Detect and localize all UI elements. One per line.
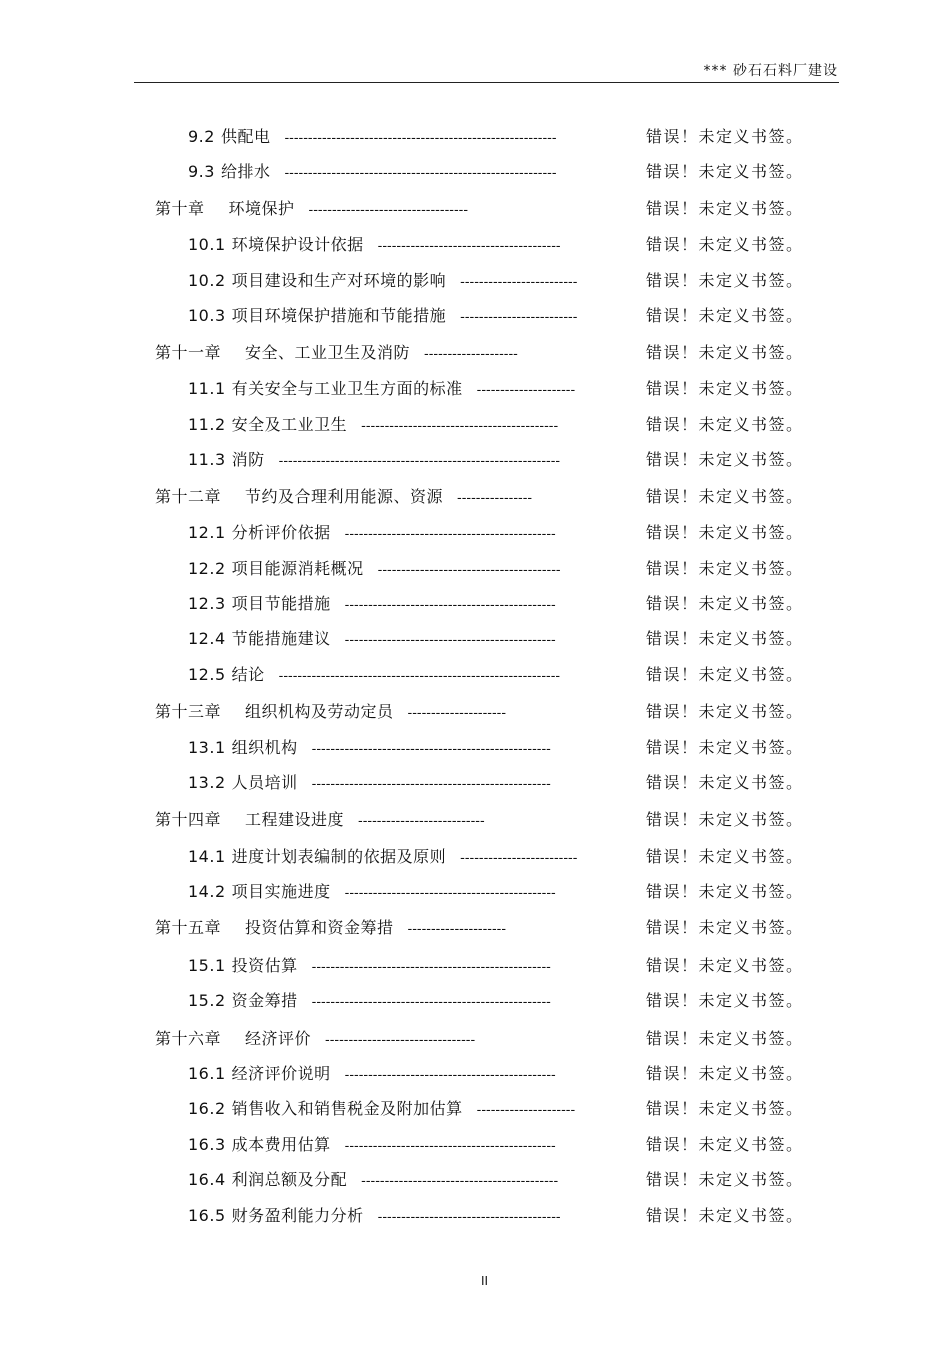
toc-page-reference: 错误！未定义书签。 [646,629,804,648]
toc-section-entry[interactable] [188,1133,950,1157]
toc-page-reference: 错误！未定义书签。 [646,1206,804,1225]
toc-page-reference: 错误！未定义书签。 [646,127,804,146]
toc-entry-number: 12.2 [188,559,226,578]
toc-chapter-entry[interactable] [155,700,950,724]
toc-page-reference: 错误！未定义书签。 [646,738,804,757]
toc-entry-number: 第十二章 [155,487,222,506]
toc-page-reference: 错误！未定义书签。 [646,991,804,1010]
toc-chapter-entry[interactable] [155,197,950,221]
toc-entry-number: 13.2 [188,773,226,792]
toc-leader-dots: --------------------------------------------------- [311,960,551,975]
toc-entry-number: 12.1 [188,523,226,542]
toc-entry-number: 15.1 [188,956,226,975]
toc-entry-number: 10.3 [188,306,226,325]
toc-chapter-entry[interactable] [155,341,950,365]
toc-chapter-entry[interactable] [155,1027,950,1051]
toc-entry-title: 项目环境保护措施和节能措施 [231,306,447,325]
toc-entry-number: 9.3 [188,162,215,181]
toc-section-entry[interactable] [188,1062,950,1086]
toc-entry-title: 投资估算和资金筹措 [245,918,394,937]
toc-leader-dots: ---------------------------------------------------------- [284,131,557,146]
toc-entry-title: 项目能源消耗概况 [231,559,364,578]
toc-entry-number: 第十四章 [155,810,222,829]
toc-section-entry[interactable] [188,771,950,795]
toc-entry-number: 15.2 [188,991,226,1010]
toc-leader-dots: --------------------- [476,1103,576,1118]
toc-leader-dots: -------------------- [424,347,518,362]
toc-section-entry[interactable] [188,413,950,437]
toc-entry-title: 财务盈利能力分析 [231,1206,364,1225]
toc-entry-title: 项目实施进度 [231,882,331,901]
toc-section-entry[interactable] [188,160,950,184]
toc-entry-number: 14.2 [188,882,226,901]
toc-page-reference: 错误！未定义书签。 [646,415,804,434]
toc-entry-number: 10.2 [188,271,226,290]
page-header-title: *** 砂石石料厂建设 [703,63,838,79]
toc-page-reference: 错误！未定义书签。 [646,199,804,218]
toc-leader-dots: -------------------------------- [325,1033,476,1048]
toc-page-reference: 错误！未定义书签。 [646,594,804,613]
toc-chapter-entry[interactable] [155,916,950,940]
toc-entry-number: 16.1 [188,1064,226,1083]
toc-leader-dots: --------------------------------------------------- [311,742,551,757]
toc-entry-title: 节约及合理利用能源、资源 [245,487,444,506]
toc-entry-number: 16.3 [188,1135,226,1154]
toc-entry-title: 经济评价 [245,1029,312,1048]
toc-page-reference: 错误！未定义书签。 [646,559,804,578]
toc-entry-title: 成本费用估算 [231,1135,331,1154]
toc-entry-number: 11.3 [188,450,226,469]
toc-leader-dots: --------------------------------------------- [344,886,556,901]
toc-entry-title: 环境保护 [228,199,295,218]
toc-page-reference: 错误！未定义书签。 [646,773,804,792]
toc-entry-number: 第十五章 [155,918,222,937]
page-number: II [481,1274,489,1288]
toc-section-entry[interactable] [188,1097,950,1121]
toc-entry-number: 第十章 [155,199,205,218]
toc-entry-title: 经济评价说明 [231,1064,331,1083]
toc-page-reference: 错误！未定义书签。 [646,487,804,506]
toc-leader-dots: ---------------------------------- [308,203,469,218]
toc-page-reference: 错误！未定义书签。 [646,882,804,901]
toc-page-reference: 错误！未定义书签。 [646,1099,804,1118]
toc-section-entry[interactable] [188,269,950,293]
toc-entry-title: 利润总额及分配 [231,1170,348,1189]
toc-entry-number: 13.1 [188,738,226,757]
toc-section-entry[interactable] [188,1204,950,1228]
toc-leader-dots: --------------------------------------------------- [311,995,551,1010]
toc-section-entry[interactable] [188,521,950,545]
toc-entry-title: 投资估算 [231,956,298,975]
toc-leader-dots: --------------------------------------- [377,239,561,254]
toc-page-reference: 错误！未定义书签。 [646,450,804,469]
toc-leader-dots: --------------------------------------------- [344,1068,556,1083]
toc-leader-dots: ------------------------------------------ [361,1174,559,1189]
toc-page-reference: 错误！未定义书签。 [646,379,804,398]
toc-entry-number: 16.2 [188,1099,226,1118]
toc-entry-number: 12.3 [188,594,226,613]
toc-page-reference: 错误！未定义书签。 [646,343,804,362]
toc-leader-dots: ------------------------------------------ [361,419,559,434]
toc-section-entry[interactable] [188,954,950,978]
toc-entry-title: 给排水 [220,162,271,181]
toc-entry-title: 资金筹措 [231,991,298,1010]
toc-leader-dots: ---------------- [457,491,533,506]
toc-section-entry[interactable] [188,233,950,257]
toc-leader-dots: --------------------------------------------- [344,633,556,648]
toc-entry-title: 结论 [231,665,265,684]
toc-section-entry[interactable] [188,1168,950,1192]
toc-entry-title: 组织机构及劳动定员 [245,702,394,721]
toc-entry-title: 有关安全与工业卫生方面的标准 [231,379,463,398]
toc-entry-number: 9.2 [188,127,215,146]
toc-page-reference: 错误！未定义书签。 [646,1170,804,1189]
toc-leader-dots: --------------------------------------- [377,1210,561,1225]
toc-page-reference: 错误！未定义书签。 [646,235,804,254]
toc-section-entry[interactable] [188,845,950,869]
toc-page-reference: 错误！未定义书签。 [646,1064,804,1083]
toc-leader-dots: ------------------------- [460,851,578,866]
toc-section-entry[interactable] [188,663,950,687]
toc-section-entry[interactable] [188,448,950,472]
toc-entry-number: 第十一章 [155,343,222,362]
toc-page-reference: 错误！未定义书签。 [646,523,804,542]
toc-leader-dots: --------------------------------------- [377,563,561,578]
toc-entry-number: 第十六章 [155,1029,222,1048]
toc-leader-dots: --------------------------------------------------- [311,777,551,792]
toc-page-reference: 错误！未定义书签。 [646,702,804,721]
toc-entry-number: 14.1 [188,847,226,866]
toc-entry-number: 第十三章 [155,702,222,721]
toc-page-reference: 错误！未定义书签。 [646,665,804,684]
toc-section-entry[interactable] [188,592,950,616]
toc-section-entry[interactable] [188,627,950,651]
toc-page-reference: 错误！未定义书签。 [646,956,804,975]
toc-entry-title: 安全及工业卫生 [231,415,348,434]
toc-leader-dots: --------------------------------------------- [344,1139,556,1154]
toc-leader-dots: ---------------------------------------------------------- [284,166,557,181]
toc-leader-dots: ------------------------- [460,275,578,290]
toc-entry-number: 12.4 [188,629,226,648]
toc-leader-dots: ------------------------- [460,310,578,325]
toc-section-entry[interactable] [188,377,950,401]
toc-entry-title: 工程建设进度 [245,810,345,829]
toc-entry-title: 项目建设和生产对环境的影响 [231,271,447,290]
toc-entry-number: 16.4 [188,1170,226,1189]
toc-entry-title: 安全、工业卫生及消防 [245,343,411,362]
toc-leader-dots: --------------------------------------------- [344,598,556,613]
toc-section-entry[interactable] [188,989,950,1013]
toc-section-entry[interactable] [188,557,950,581]
toc-chapter-entry[interactable] [155,485,950,509]
toc-page-reference: 错误！未定义书签。 [646,1135,804,1154]
toc-entry-title: 供配电 [220,127,271,146]
toc-section-entry[interactable] [188,880,950,904]
toc-page-reference: 错误！未定义书签。 [646,306,804,325]
toc-entry-title: 组织机构 [231,738,298,757]
toc-leader-dots: --------------------------- [358,814,485,829]
toc-page-reference: 错误！未定义书签。 [646,1029,804,1048]
toc-page-reference: 错误！未定义书签。 [646,271,804,290]
toc-entry-number: 10.1 [188,235,226,254]
toc-page-reference: 错误！未定义书签。 [646,847,804,866]
toc-page-reference: 错误！未定义书签。 [646,918,804,937]
toc-entry-number: 16.5 [188,1206,226,1225]
toc-entry-title: 人员培训 [231,773,298,792]
toc-page-reference: 错误！未定义书签。 [646,162,804,181]
toc-section-entry[interactable] [188,125,950,149]
toc-entry-title: 环境保护设计依据 [231,235,364,254]
toc-leader-dots: --------------------- [407,706,507,721]
toc-leader-dots: --------------------- [407,922,507,937]
toc-entry-title: 项目节能措施 [231,594,331,613]
toc-page-reference: 错误！未定义书签。 [646,810,804,829]
toc-section-entry[interactable] [188,736,950,760]
toc-leader-dots: ------------------------------------------------------------ [278,454,561,469]
toc-entry-number: 11.1 [188,379,226,398]
toc-entry-number: 11.2 [188,415,226,434]
toc-section-entry[interactable] [188,304,950,328]
toc-leader-dots: --------------------------------------------- [344,527,556,542]
toc-leader-dots: ------------------------------------------------------------ [278,669,561,684]
toc-chapter-entry[interactable] [155,808,950,832]
toc-entry-title: 消防 [231,450,265,469]
header-divider [134,82,839,83]
toc-entry-title: 节能措施建议 [231,629,331,648]
toc-leader-dots: --------------------- [476,383,576,398]
toc-entry-title: 分析评价依据 [231,523,331,542]
toc-entry-title: 进度计划表编制的依据及原则 [231,847,447,866]
toc-entry-number: 12.5 [188,665,226,684]
toc-entry-title: 销售收入和销售税金及附加估算 [231,1099,463,1118]
